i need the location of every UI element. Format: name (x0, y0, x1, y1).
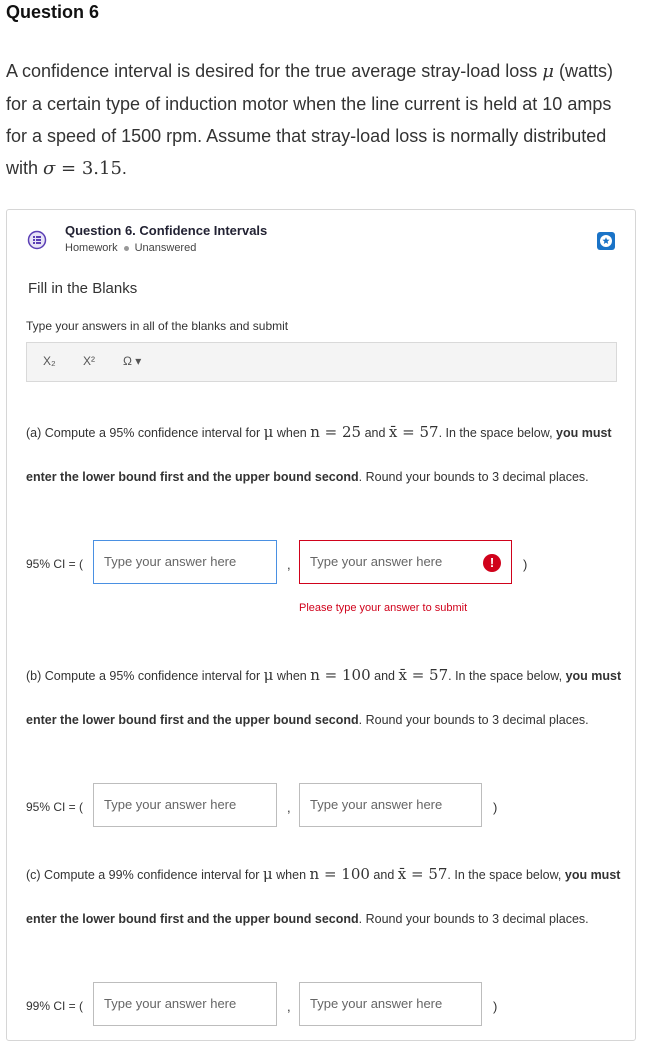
part-c-text: (c) Compute a 99% confidence interval for μ when n = 100 and x̄ = 57. In the space below, you must enter the lower bound first and the upper bound second. Round your bounds to 3 decimal places. (26, 865, 621, 926)
part-c-ci-label: 99% CI = ( (26, 999, 84, 1013)
part-a-upper-placeholder: Type your answer here (310, 554, 443, 569)
part-a-text: (a) Compute a 95% confidence interval for μ when n = 25 and x̄ = 57. In the space below, you must enter the lower bound first and the upper bound second. Round your bounds to 3 decimal places. (26, 423, 612, 484)
question-card (6, 209, 636, 1041)
part-c-comma: , (287, 999, 291, 1014)
error-message: Please type your answer to submit (299, 602, 468, 614)
question-intro: A confidence interval is desired for the true average stray-load loss μ (watts) for a certain type of induction motor when the line current is held at 10 amps for a speed of 1500 rpm. Assume that stray-load loss is normally distributed with σ = 3.15. (6, 61, 614, 179)
meta-dot (124, 246, 129, 251)
formatting-toolbar (26, 342, 617, 382)
card-meta (65, 242, 196, 254)
part-c-rparen: ) (493, 999, 498, 1014)
subscript-button[interactable]: X₂ (43, 354, 56, 368)
part-b-text: (b) Compute a 95% confidence interval for μ when n = 100 and x̄ = 57. In the space below, you must enter the lower bound first and the upper bound second. Round your bounds to 3 decimal places. (26, 666, 622, 727)
card-title: Question 6. Confidence Intervals (65, 223, 268, 238)
part-c-lower-input[interactable]: Type your answer here (93, 982, 277, 1026)
part-b-lower-input[interactable]: Type your answer here (93, 783, 277, 827)
part-c-upper-input[interactable]: Type your answer here (299, 982, 482, 1026)
part-a-upper-input[interactable] (299, 540, 512, 584)
error-icon: ! (483, 554, 501, 572)
meta-status: Unanswered (134, 242, 197, 254)
part-b-comma: , (287, 800, 291, 815)
instructions: Type your answers in all of the blanks and submit (26, 319, 289, 333)
bookmark-star-button[interactable] (597, 232, 615, 250)
part-a-rparen: ) (523, 557, 528, 572)
symbols-dropdown[interactable]: Ω ▾ (123, 354, 142, 368)
meta-type: Homework (65, 242, 118, 254)
part-a-lower-input[interactable]: Type your answer here (93, 540, 277, 584)
part-b-ci-label: 95% CI = ( (26, 800, 84, 814)
question-heading: Question 6 (6, 2, 100, 22)
question-type-label: Fill in the Blanks (28, 280, 138, 297)
question-list-icon (27, 230, 47, 250)
part-b-upper-input[interactable]: Type your answer here (299, 783, 482, 827)
part-a-comma: , (287, 557, 291, 572)
part-a-ci-label: 95% CI = ( (26, 557, 84, 571)
superscript-button[interactable]: X² (83, 354, 95, 368)
part-b-rparen: ) (493, 800, 498, 815)
